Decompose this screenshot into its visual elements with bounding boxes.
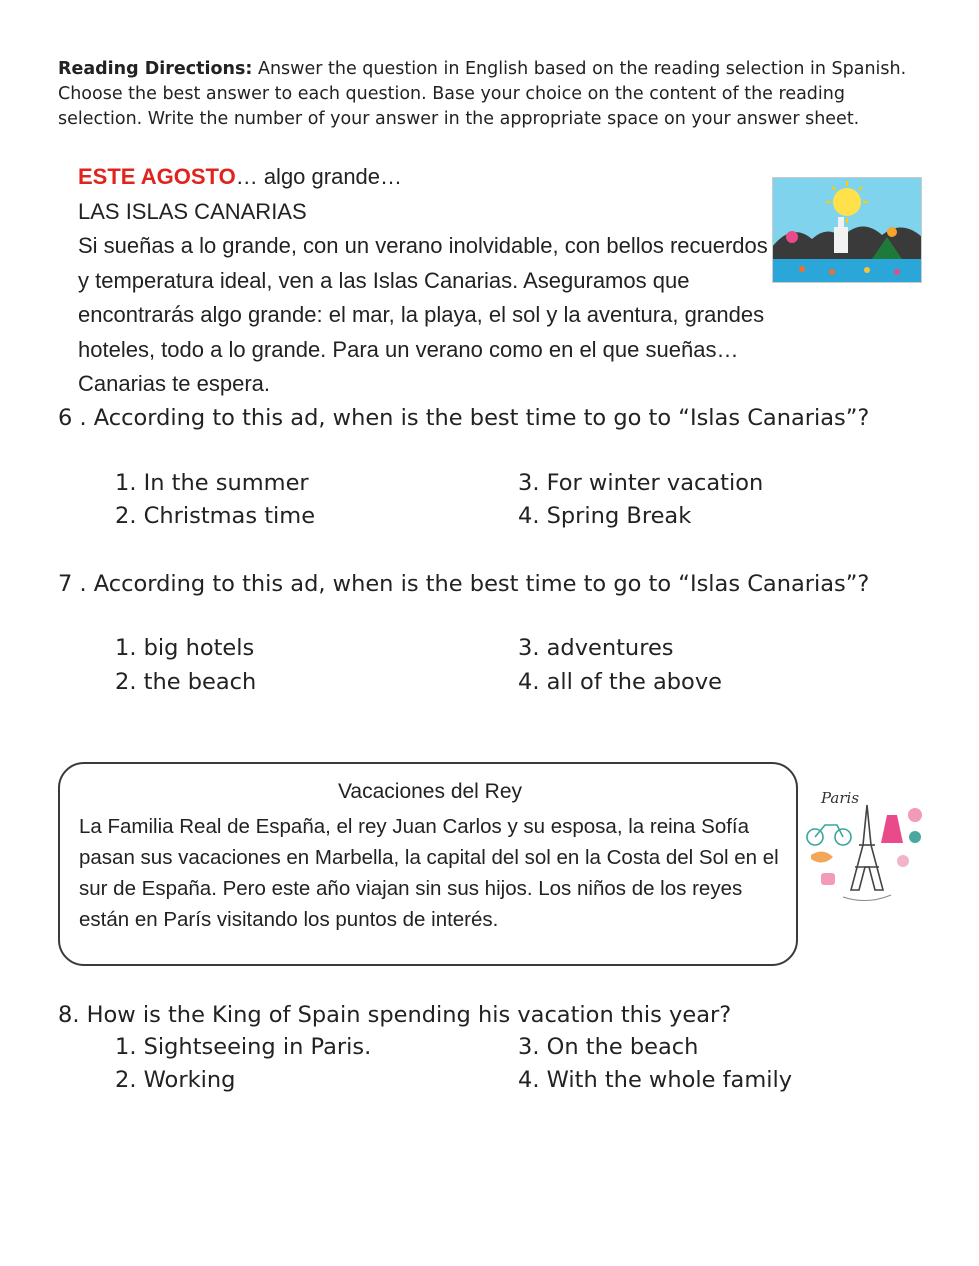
q6-option-2: 2. Christmas time: [115, 503, 316, 529]
q7-option-3: 3. adventures: [518, 635, 674, 661]
directions-text: Answer the question in English based on the reading selection in Spanish. Choose the best answer to each question. Base your choice on the content of the reading selection. Write the number of your answer in the appropriate space on your answer sheet.: [58, 59, 907, 129]
directions-label: Reading Directions:: [58, 59, 253, 79]
q8-option-3: 3. On the beach: [518, 1034, 699, 1060]
canarias-ad: [78, 160, 778, 402]
reading2-body: La Familia Real de España, el rey Juan Carlos y su esposa, la reina Sofía pasan sus vacaciones en Marbella, la capital del sol en la Costa del Sol en el sur de España. Pero este año viajan sin sus hijos. Los niños de los reyes están en París visitando los puntos de interés.: [79, 815, 779, 931]
question-7: 7 . According to this ad, when is the best time to go to “Islas Canarias”?: [58, 571, 870, 597]
q8-option-4: 4. With the whole family: [518, 1067, 793, 1093]
reading-directions: [58, 57, 928, 132]
question-6: 6 . According to this ad, when is the best time to go to “Islas Canarias”?: [58, 405, 870, 431]
ad-headline: [78, 160, 778, 195]
vacaciones-del-rey-box: [58, 762, 798, 966]
ad-body: Si sueñas a lo grande, con un verano inolvidable, con bellos recuerdos y temperatura ideal, ven a las Islas Canarias. Aseguramos que encontrarás algo grande: el mar, la playa, el sol y la aventura, grandes hoteles, todo a lo grande. Para un verano como en el que sueñas…Canarias te espera.: [78, 233, 768, 396]
canary-islands-illustration: [772, 177, 922, 283]
q7-option-1: 1. big hotels: [115, 635, 255, 661]
reading2-title: Vacaciones del Rey: [337, 780, 523, 803]
q8-option-1: 1. Sightseeing in Paris.: [115, 1034, 372, 1060]
ad-headline-red: ESTE AGOSTO: [78, 164, 236, 189]
paris-label: Paris: [821, 789, 860, 807]
q6-option-4: 4. Spring Break: [518, 503, 692, 529]
question-8: 8. How is the King of Spain spending his vacation this year?: [58, 1002, 732, 1028]
q6-option-1: 1. In the summer: [115, 470, 309, 496]
q8-option-2: 2. Working: [115, 1067, 236, 1093]
q7-option-4: 4. all of the above: [518, 669, 722, 695]
q6-option-3: 3. For winter vacation: [518, 470, 764, 496]
q7-option-2: 2. the beach: [115, 669, 257, 695]
ad-headline-rest: … algo grande…: [235, 164, 403, 189]
ad-subtitle: LAS ISLAS CANARIAS: [78, 198, 307, 224]
paris-illustration: [803, 785, 931, 910]
